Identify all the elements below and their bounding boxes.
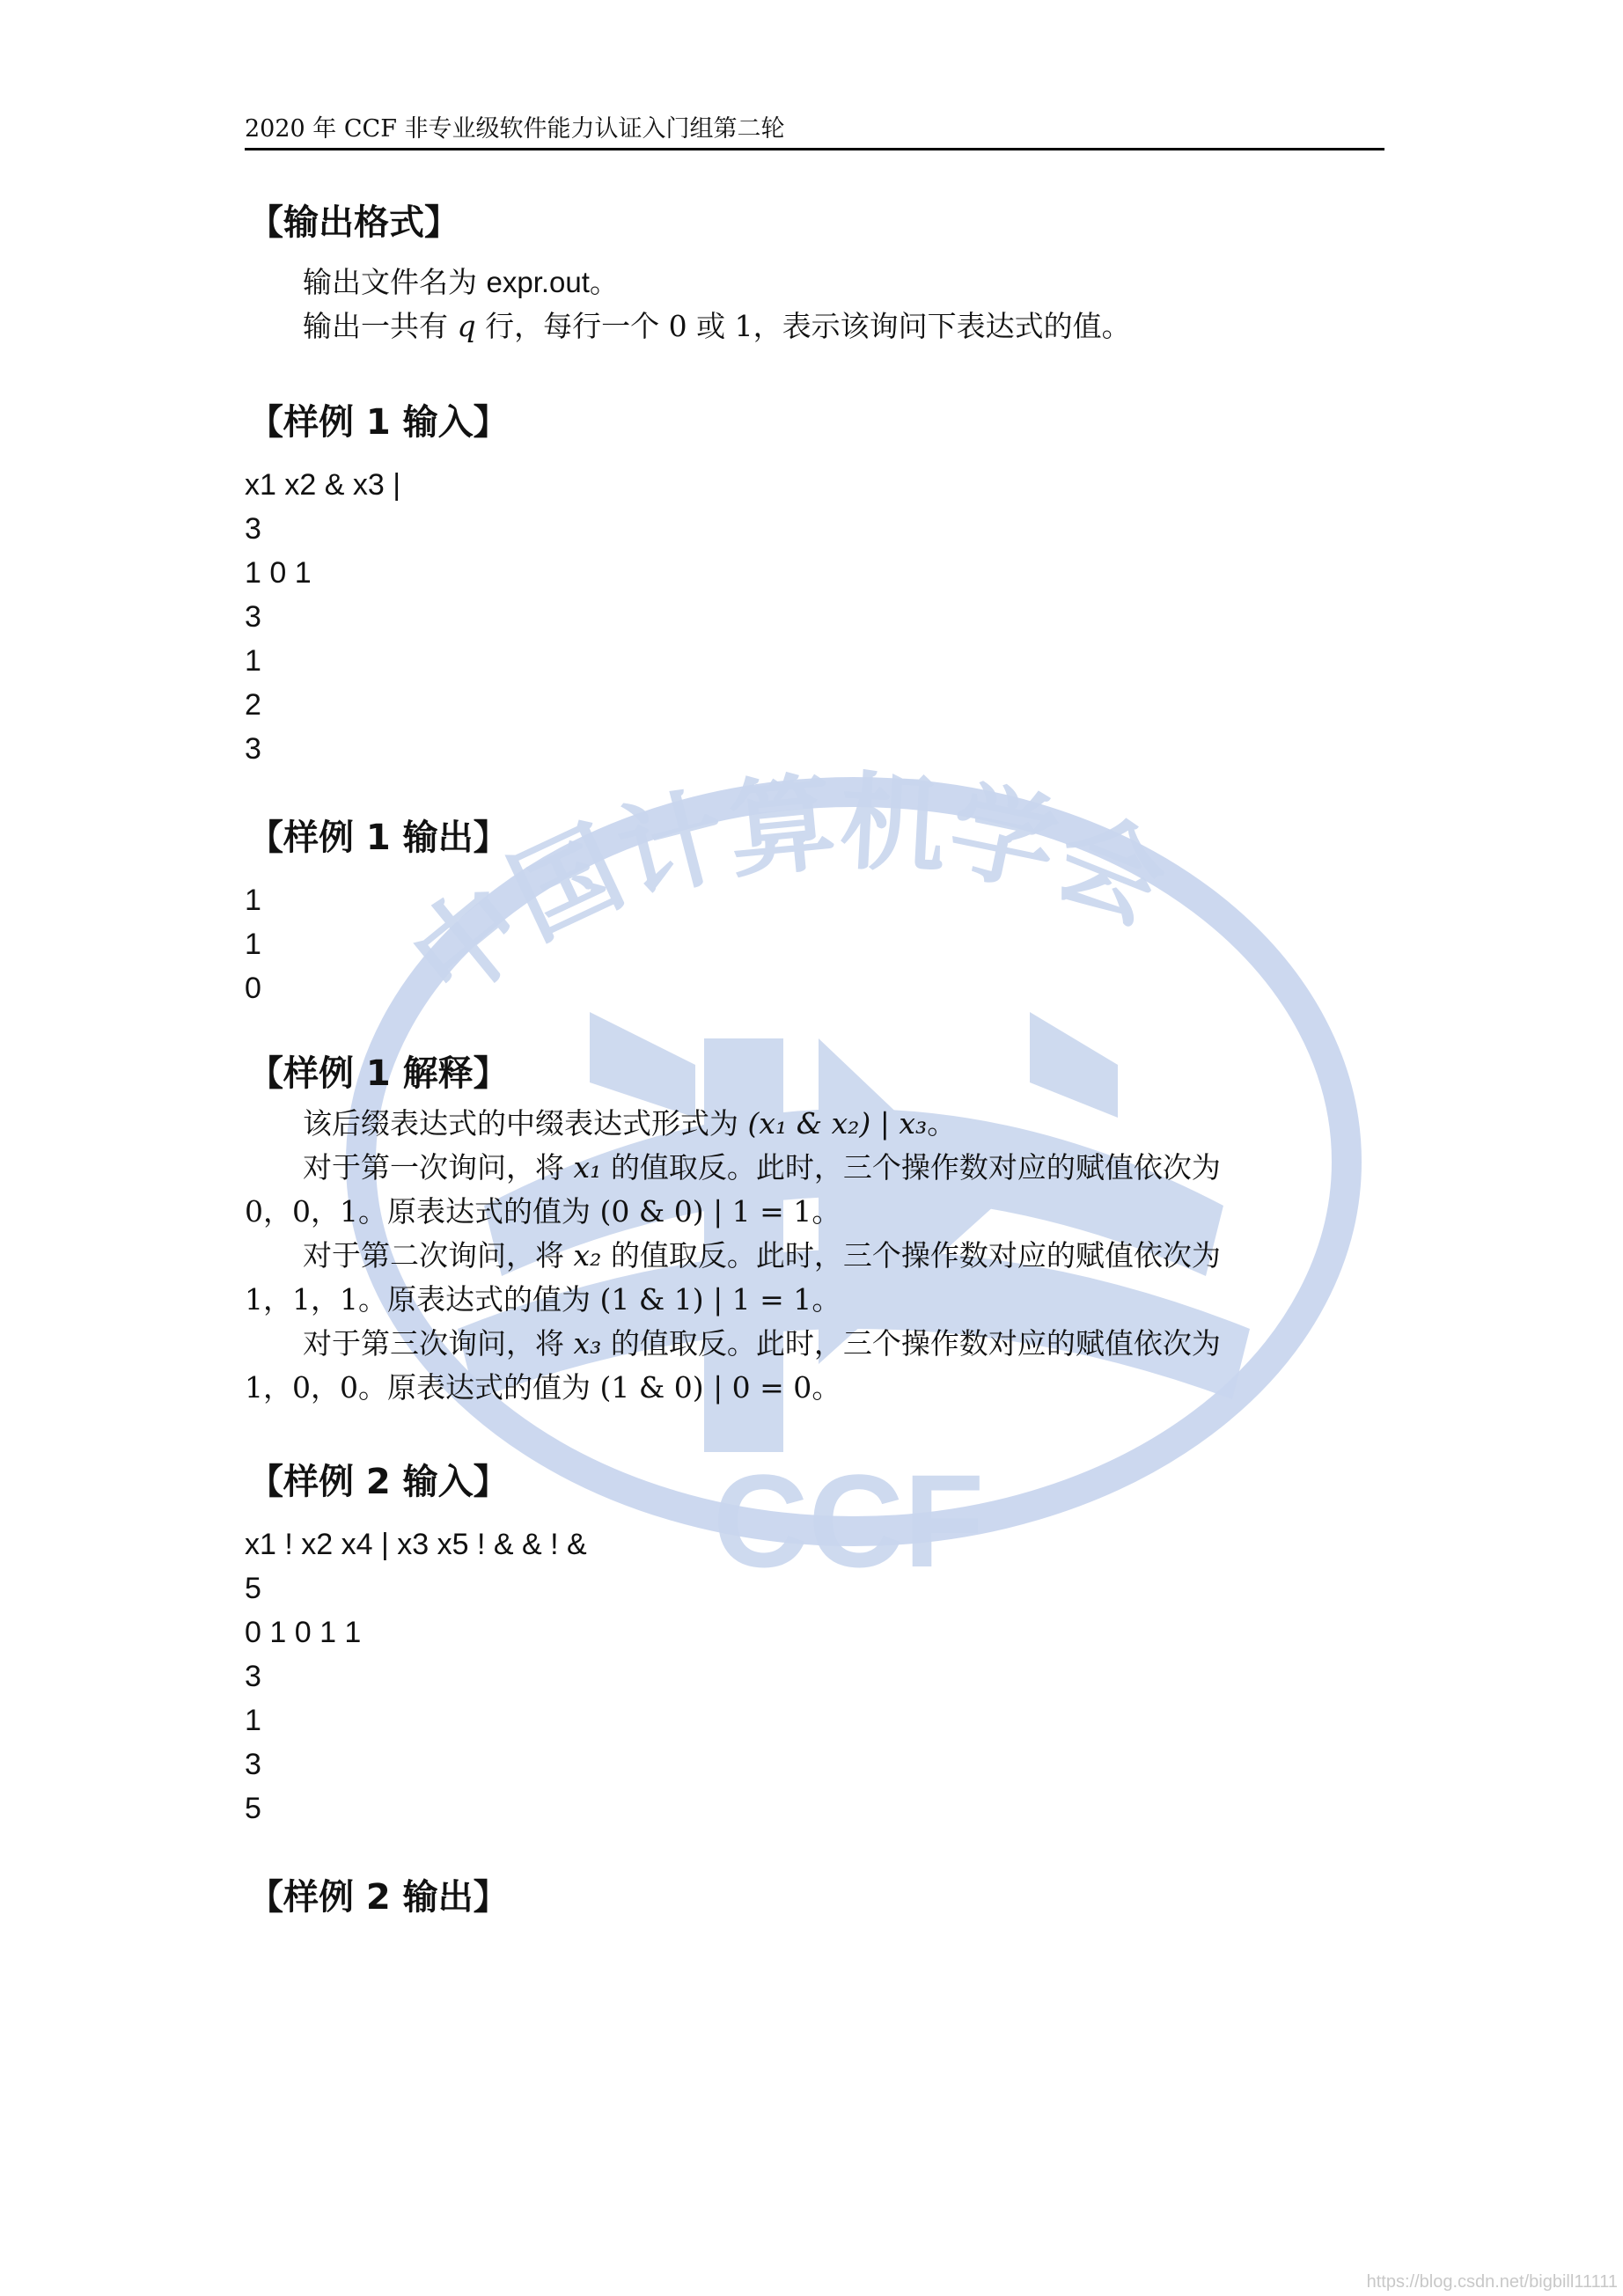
section-title-output-format: 【输出格式】: [248, 202, 459, 243]
code-line: 3: [245, 732, 261, 766]
explain-line: 0，0，1。原表达式的值为 (0 & 0) | 1 = 1。: [245, 1194, 841, 1229]
code-line: 3: [245, 512, 261, 546]
code-line: 0 1 0 1 1: [245, 1616, 362, 1649]
sample1-output-block: [245, 878, 1384, 1010]
explain-line: 对于第二次询问，将 x₂ 的值取反。此时，三个操作数对应的赋值依次为: [303, 1238, 1221, 1273]
code-line: 2: [245, 688, 261, 722]
section-title-sample2-output: 【样例 2 输出】: [248, 1877, 509, 1918]
section-title-sample1-output: 【样例 1 输出】: [248, 818, 509, 858]
explain-line: 对于第三次询问，将 x₃ 的值取反。此时，三个操作数对应的赋值依次为: [303, 1326, 1221, 1361]
watermark-letters: CCF: [713, 1447, 985, 1575]
code-line: 0: [245, 972, 261, 1005]
explain-line: 1，0，0。原表达式的值为 (1 & 0) | 0 = 0。: [245, 1370, 841, 1405]
code-line: 3: [245, 600, 261, 634]
sample1-input-block: [245, 463, 1384, 771]
sample2-input-block: [245, 1522, 1384, 1830]
code-line: 1: [245, 884, 261, 917]
code-line: 3: [245, 1660, 261, 1693]
code-line: 1: [245, 1704, 261, 1737]
output-format-line-2: 输出一共有 q 行，每行一个 0 或 1，表示该询问下表达式的值。: [303, 309, 1131, 343]
explain-line: 对于第一次询问，将 x₁ 的值取反。此时，三个操作数对应的赋值依次为: [303, 1150, 1221, 1185]
section-title-sample1-explain: 【样例 1 解释】: [248, 1053, 509, 1094]
code-line: 1 0 1: [245, 556, 312, 590]
explain-line: 1，1，1。原表达式的值为 (1 & 1) | 1 = 1。: [245, 1282, 841, 1317]
code-line: 5: [245, 1792, 261, 1825]
code-line: 1: [245, 644, 261, 678]
explain-line: 该后缀表达式的中缀表达式形式为 (x₁ & x₂) | x₃。: [303, 1106, 957, 1141]
code-line: 5: [245, 1572, 261, 1605]
section-title-sample2-input: 【样例 2 输入】: [248, 1462, 509, 1502]
site-watermark-url: https://blog.csdn.net/bigbill11111: [1366, 2272, 1618, 2292]
page-header: [245, 114, 1384, 150]
output-format-line-1: 输出文件名为 expr.out。: [303, 265, 619, 299]
section-title-sample1-input: 【样例 1 输入】: [248, 402, 509, 443]
document-page: [245, 114, 1384, 1920]
watermark-arc-text: 中国计算机学会: [390, 761, 1182, 1025]
code-line: x1 x2 & x3 |: [245, 468, 401, 502]
code-line: 1: [245, 928, 261, 961]
code-line: x1 ! x2 x4 | x3 x5 ! & & ! &: [245, 1528, 587, 1561]
code-line: 3: [245, 1748, 261, 1781]
header-text: 2020 年 CCF 非专业级软件能力认证入门组第二轮: [245, 115, 785, 143]
sample1-explain-block: [245, 1102, 1384, 1410]
